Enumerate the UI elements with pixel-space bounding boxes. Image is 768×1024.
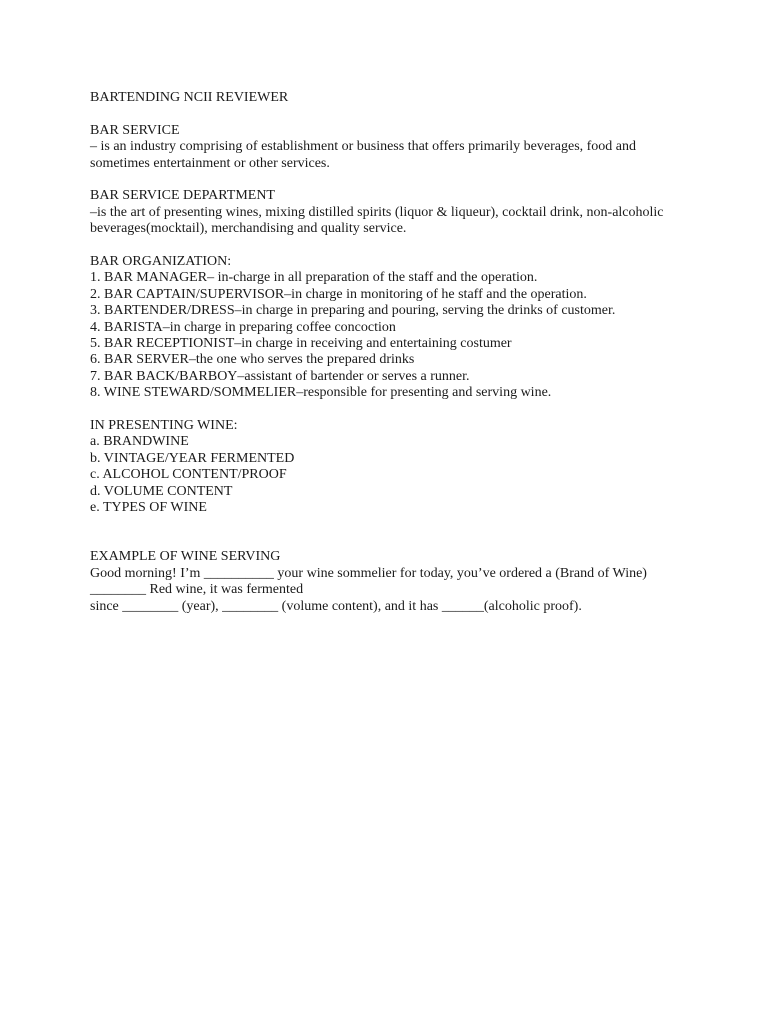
bar-service-heading: BAR SERVICE [90,122,180,138]
bar-organization-item: 6. BAR SERVER–the one who serves the prepared drinks [90,352,415,368]
bar-organization-item: 3. BARTENDER/DRESS–in charge in preparing and pouring, serving the drinks of customer. [90,303,616,319]
bar-service-department-definition-line-1: –is the art of presenting wines, mixing distilled spirits (liquor & liqueur), cocktail drink, non-alcoholic [90,204,664,220]
wine-serving-example-line-3: since ________ (year), ________ (volume content), and it has ______(alcoholic proof). [90,598,582,614]
wine-serving-example-heading: EXAMPLE OF WINE SERVING [90,549,281,565]
bar-organization-item: 1. BAR MANAGER– in-charge in all preparation of the staff and the operation. [90,270,538,286]
wine-serving-example-line-1: Good morning! I’m __________ your wine sommelier for today, you’ve ordered a (Brand of Wine) [90,565,647,581]
bar-service-definition-line-2: sometimes entertainment or other services. [90,155,330,171]
presenting-wine-item: b. VINTAGE/YEAR FERMENTED [90,450,295,466]
bar-organization-section [90,254,750,402]
presenting-wine-item: c. ALCOHOL CONTENT/PROOF [90,467,287,483]
bar-organization-heading: BAR ORGANIZATION: [90,254,232,270]
presenting-wine-heading: IN PRESENTING WINE: [90,418,238,434]
presenting-wine-section [90,418,750,516]
presenting-wine-item: e. TYPES OF WINE [90,500,207,516]
bar-service-department-heading: BAR SERVICE DEPARTMENT [90,188,275,204]
bar-organization-item: 4. BARISTA–in charge in preparing coffee concoction [90,319,396,335]
presenting-wine-item: d. VOLUME CONTENT [90,483,233,499]
bar-organization-item: 7. BAR BACK/BARBOY–assistant of bartender or serves a runner. [90,368,470,384]
document-title: BARTENDING NCII REVIEWER [90,90,289,105]
bar-service-definition-line-1: – is an industry comprising of establishment or business that offers primarily beverages, food and [90,139,637,155]
presenting-wine-item: a. BRANDWINE [90,434,189,450]
bar-service-department-section [90,188,750,237]
bar-organization-item: 8. WINE STEWARD/SOMMELIER–responsible for presenting and serving wine. [90,385,552,401]
bar-organization-item: 5. BAR RECEPTIONIST–in charge in receiving and entertaining costumer [90,336,512,352]
document-page [90,90,750,615]
bar-service-department-definition-line-2: beverages(mocktail), merchandising and quality service. [90,221,407,237]
wine-serving-example-section [90,549,750,615]
bar-service-section [90,123,750,172]
bar-organization-item: 2. BAR CAPTAIN/SUPERVISOR–in charge in monitoring of he staff and the operation. [90,286,587,302]
wine-serving-example-line-2: ________ Red wine, it was fermented [90,582,304,598]
